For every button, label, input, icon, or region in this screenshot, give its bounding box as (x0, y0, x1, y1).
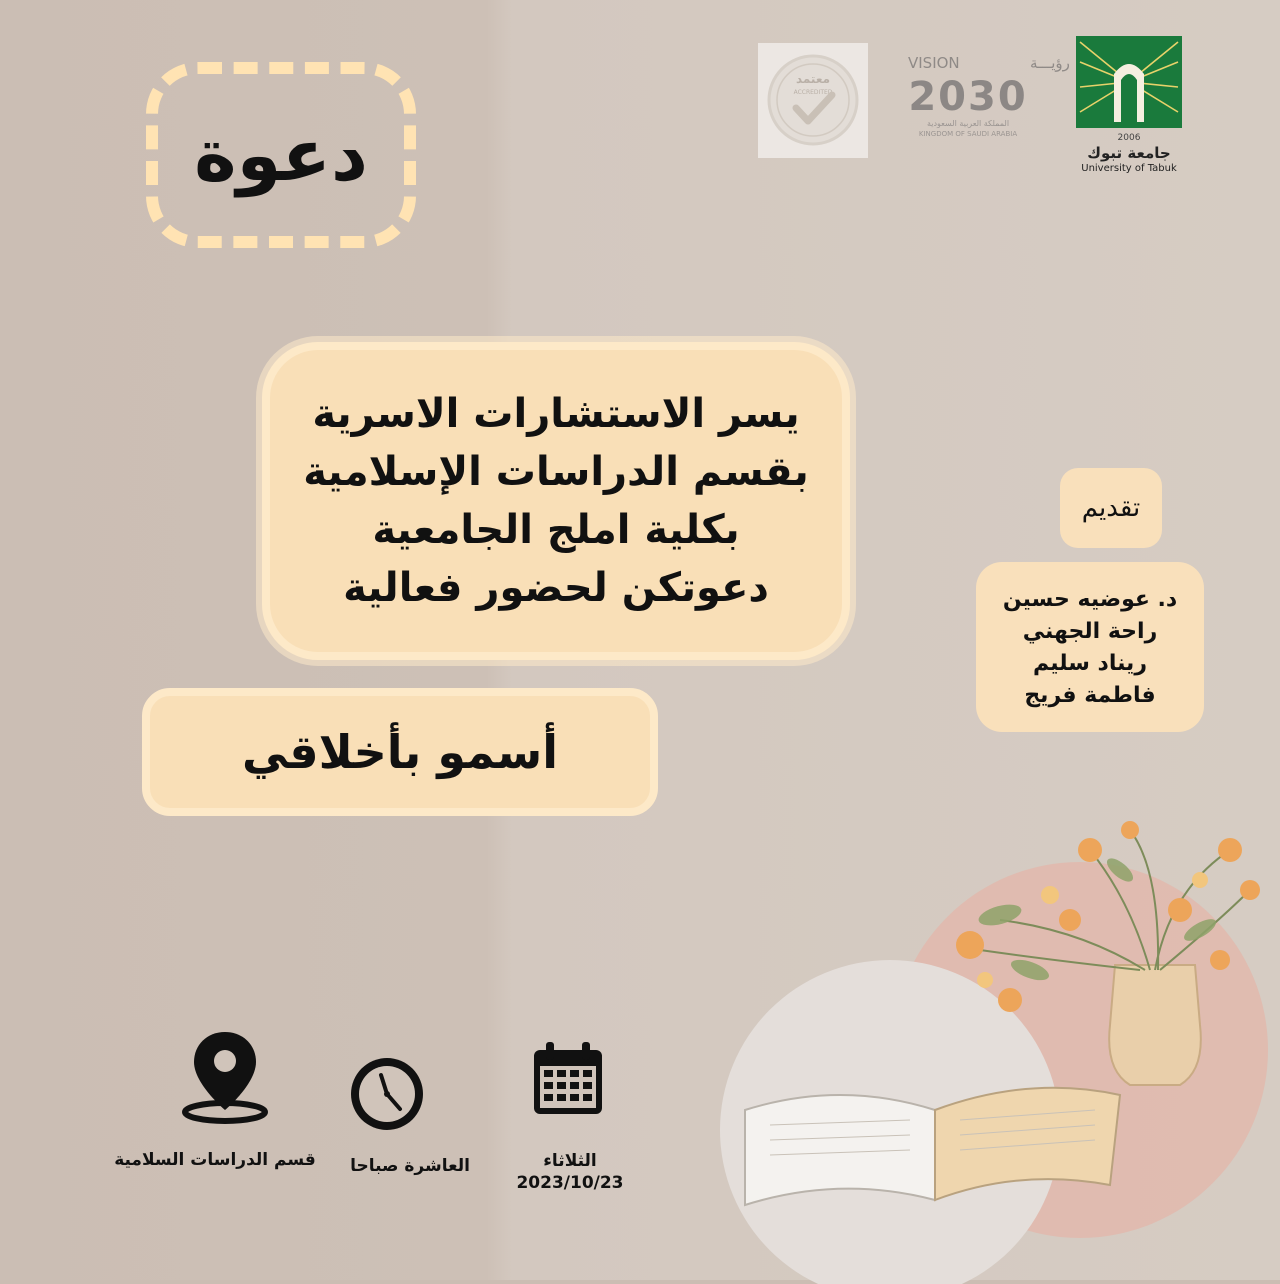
university-of-tabuk-logo (1066, 32, 1191, 177)
page-title: دعوة (194, 113, 368, 197)
presenter-label: تقديم (1081, 493, 1141, 523)
invitation-line: بقسم الدراسات الإسلامية (303, 449, 809, 495)
vision-label: VISION (908, 54, 960, 72)
presenter-name: راحة الجهني (1022, 619, 1158, 644)
location-pin-icon (180, 1028, 270, 1132)
clock-icon (348, 1055, 426, 1137)
invitation-line: بكلية املج الجامعية (372, 507, 740, 553)
university-name-en: University of Tabuk (1081, 163, 1177, 174)
time-text: العاشرة صباحا (350, 1156, 470, 1176)
presenter-name: ريناد سليم (1033, 651, 1147, 676)
presenters-list (976, 584, 1204, 712)
flowers-and-book-illustration (700, 810, 1280, 1280)
accredited-logo (758, 43, 868, 158)
vision-2030-logo (898, 48, 1070, 143)
university-name-ar: جامعة تبوك (1087, 144, 1171, 162)
date-caption (480, 1150, 660, 1194)
location-text: قسم الدراسات السلامية (114, 1150, 316, 1170)
vision-year: 2030 (908, 74, 1028, 120)
accredited-english: ACCREDITED (793, 89, 833, 96)
date-value: 2023/10/23 (516, 1173, 624, 1193)
invitation-line: يسر الاستشارات الاسرية (312, 391, 800, 437)
event-title: أسمو بأخلاقي (242, 725, 558, 779)
university-year: 2006 (1117, 133, 1141, 143)
date-day: الثلاثاء (543, 1151, 597, 1171)
vision-subtitle-ar: المملكة العربية السعودية (926, 119, 1010, 128)
presenter-name: د. عوضيه حسين (1002, 587, 1178, 612)
accredited-arabic: معتمد (795, 72, 831, 86)
vision-arabic: رؤيـــة (1030, 54, 1070, 72)
presenter-name: فاطمة فريج (1024, 683, 1156, 708)
invitation-text (262, 385, 850, 617)
calendar-icon (530, 1040, 606, 1122)
vision-subtitle-en: KINGDOM OF SAUDI ARABIA (918, 130, 1018, 138)
invitation-line: دعوتكن لحضور فعالية (343, 565, 769, 611)
